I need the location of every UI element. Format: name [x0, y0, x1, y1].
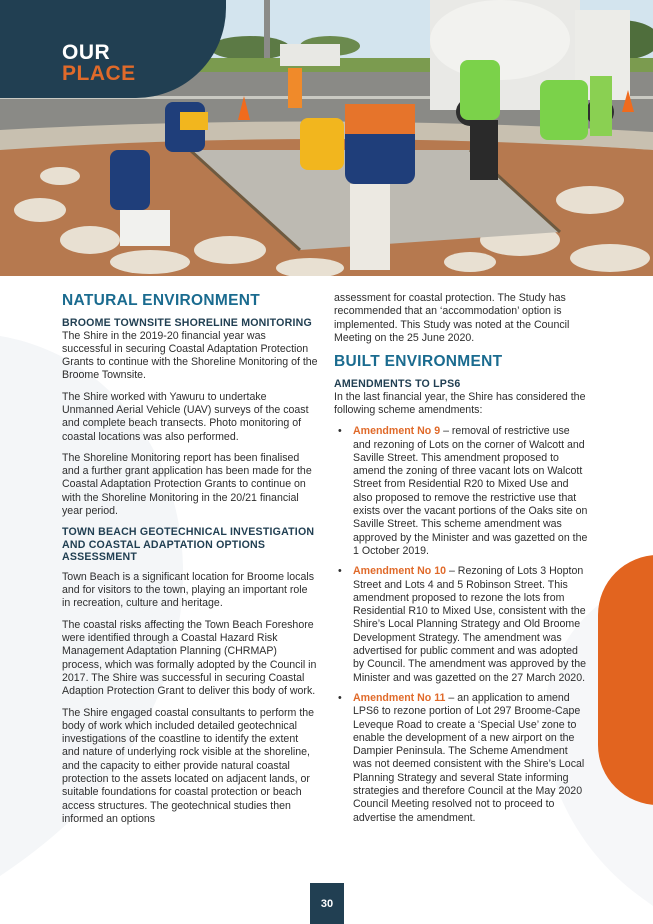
bullet-icon: • [338, 565, 342, 578]
amendment-list [334, 425, 588, 825]
bullet-icon: • [338, 691, 342, 704]
amendment-name: Amendment No 9 [353, 425, 441, 438]
lps6-intro: In the last financial year, the Shire has considered the following scheme amendments: [334, 390, 586, 416]
geotech-paragraph-3: The Shire engaged coastal consultants to perform the body of work which included detailed geotechnical investigations of the coastline to identify the extent and nature of underlying rock visible at the shoreline, and the capacity to either provide natural coastal protection to the assets located on adjacent lands, or suitable foundations for coastal protection or beach access structures. The geotechnical studies then informed an options [62, 706, 315, 825]
amendment-item-9 [334, 425, 588, 558]
built-environment-heading: BUILT ENVIRONMENT [334, 353, 503, 371]
page-number: 30 [310, 883, 344, 924]
amendment-text: – an application to amend LPS6 to rezone portion of Lot 297 Broome-Cape Leveque Road to create a ‘Special Use’ zone to enable the development of a new airport on the Dampier Peninsula. The Scheme Amendment was not deemed consistent with the Shire’s Local Planning Strategy and several State informing strategies and therefore Council at the May 2020 Council Meeting resolved not to proceed to advertise the amendment. [353, 691, 585, 824]
geotech-paragraph-2: The coastal risks affecting the Town Beach Foreshore were identified through a Coastal Hazard Risk Management Adaptation Planning (CHRMAP) process, which was formally adopted by the Council in 2017. The Shire was successful in securing Coastal Adaption Protection Grant to deliver this body of work. [62, 618, 317, 698]
natural-environment-heading: NATURAL ENVIRONMENT [62, 292, 261, 309]
orange-arc-decoration [598, 555, 653, 805]
geotech-continuation: assessment for coastal protection. The Study has recommended that an ‘accommodation’ option is implemented. This Study was noted at the Council Meeting on the 25 June 2020. [334, 292, 570, 344]
amendment-text: – removal of restrictive use and rezoning of Lots on the corner of Walcott and Saville Street. This amendment proposed to amend the zoning of three vacant lots on Walcott Street from Residential R20 to Mixed Use and also proposed to remove the restrictive use that exists over the vacant portions of the Oaks site on Saville Street. This scheme amendment was approved by the Minister and was gazetted on the 1 October 2019. [353, 425, 588, 557]
page-title [62, 42, 136, 84]
shoreline-paragraph-2: The Shire worked with Yawuru to undertake Unmanned Aerial Vehicle (UAV) surveys of the coast and complete beach transects. Photo monitoring of coastal locations was also performed. [62, 390, 309, 443]
amendment-item-10 [334, 565, 588, 685]
right-column [334, 292, 588, 832]
title-line-our: OUR [62, 41, 111, 64]
amendment-text: – Rezoning of Lots 3 Hopton Street and Lots 4 and 5 Robinson Street. This amendment proposed to rezone the lots from Residential R10 to Mixed Use, consistent with the Shire’s Local Planning Strategy and Old Broome Development Strategy. The amendment was advertised for public comment and was adopted by Council. The amendment was approved by the Minister and was gazetted on the 27 March 2020. [353, 565, 587, 684]
shoreline-paragraph-1: The Shire in the 2019-20 financial year was successful in securing Coastal Adaptation Protection Grants to continue with the Shoreline Monitoring of the Broome Townsite. [62, 329, 318, 382]
lps6-heading: AMENDMENTS TO LPS6 [334, 378, 461, 391]
amendment-name: Amendment No 11 [353, 691, 446, 704]
shoreline-paragraph-3: The Shoreline Monitoring report has been finalised and a further grant application has been made for the Coastal Adaptation Protection Grants to continue on with the Shoreline Monitoring in the 20/21 financial year period. [62, 451, 312, 518]
geotechnical-heading: TOWN BEACH GEOTECHNICAL INVESTIGATION AND COASTAL ADAPTATION OPTIONS ASSESSMENT [62, 526, 315, 564]
amendment-item-11 [334, 692, 588, 825]
shoreline-monitoring-heading: BROOME TOWNSITE SHORELINE MONITORING [62, 317, 312, 329]
bullet-icon: • [338, 425, 342, 438]
left-column [62, 292, 318, 826]
title-line-place: PLACE [62, 62, 136, 85]
geotech-paragraph-1: Town Beach is a significant location for Broome locals and for visitors to the town, playing an important role in recreation, culture and heritage. [62, 570, 315, 610]
amendment-name: Amendment No 10 [353, 565, 447, 578]
